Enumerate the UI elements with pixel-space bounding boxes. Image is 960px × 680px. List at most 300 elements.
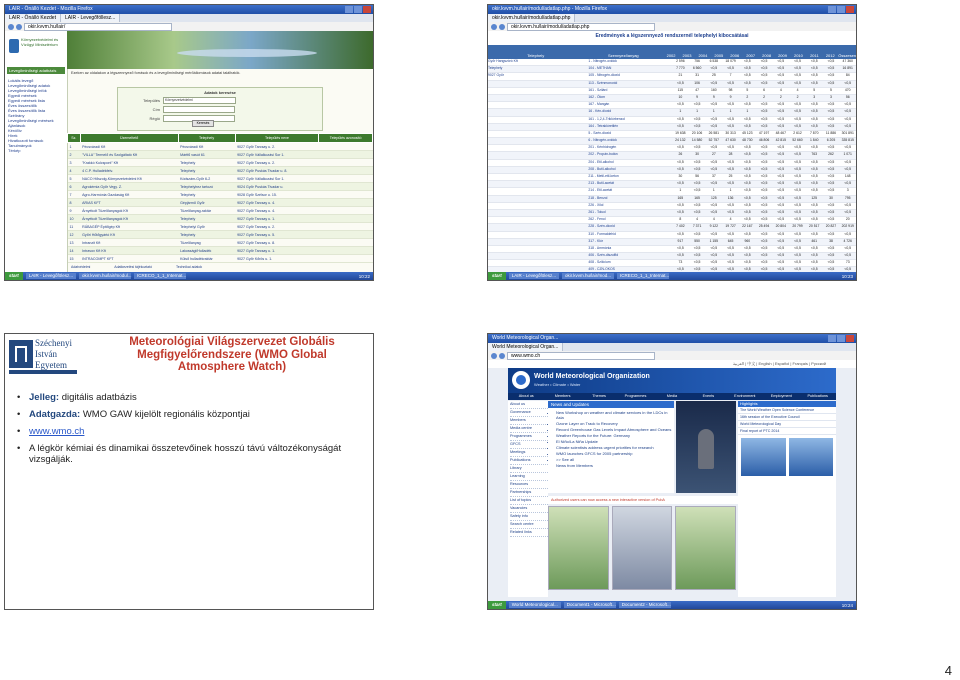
- bullet-item: [29, 392, 349, 403]
- table-cell: <0,5: [693, 116, 701, 121]
- table-cell[interactable]: 161 - Szilárd: [588, 87, 608, 92]
- table-cell[interactable]: 318 - Ammónia: [588, 245, 612, 250]
- university-logo: [7, 336, 79, 380]
- tree-item[interactable]: Lokális levegő: [8, 78, 34, 83]
- publication-notice[interactable]: Authorized users can now access a new interactive version of PubA: [548, 496, 739, 504]
- side-menu-item[interactable]: Resources: [510, 481, 548, 489]
- slide-wmo-gaw: [4, 333, 374, 610]
- table-cell: <0,5: [827, 209, 835, 214]
- table-cell: 960: [744, 238, 751, 243]
- start-button[interactable]: start: [5, 272, 23, 280]
- table-cell: 1: [68, 143, 81, 151]
- url-input[interactable]: okir.kvvm.hu/lair/modul/adatlap.php: [507, 23, 655, 31]
- tree-item[interactable]: Éves összesítők lista: [8, 108, 46, 113]
- maximize-icon[interactable]: [354, 6, 362, 13]
- table-cell: <0,5: [794, 116, 801, 121]
- table-cell: <0,5: [827, 253, 835, 258]
- menu-item[interactable]: Events: [702, 394, 715, 398]
- table-cell: <0,5: [760, 188, 768, 193]
- news-item[interactable]: • Weather Reports for the Future: Germany: [556, 433, 674, 438]
- navigation-tree: [5, 76, 67, 155]
- side-menu-item[interactable]: Partnerships: [510, 489, 548, 497]
- table-cell[interactable]: 164 - Tetraklóretilén: [588, 123, 619, 128]
- minimize-icon[interactable]: [828, 335, 836, 342]
- table-cell: <0,5: [810, 181, 818, 186]
- column-header: 2005: [714, 53, 724, 58]
- table-cell: Győr Hangszóró Kft: [488, 59, 518, 63]
- side-menu-item[interactable]: Search centre: [510, 521, 548, 529]
- table-cell: <0,5: [710, 116, 718, 121]
- wmo-header: [508, 368, 836, 393]
- table-row[interactable]: [68, 231, 373, 239]
- column-header[interactable]: Üzemeltető: [80, 134, 178, 143]
- table-cell: <0,5: [760, 102, 768, 107]
- table-row[interactable]: [68, 183, 373, 191]
- table-cell: Intranzit Kft: [80, 239, 178, 247]
- browser-tab[interactable]: LAIR - Önálló Kezdet: [5, 14, 61, 22]
- column-header: 2002: [666, 53, 676, 58]
- table-cell: 30: [678, 174, 683, 178]
- university-name-line: István: [35, 349, 57, 359]
- table-cell: Pécsváradi Kft: [178, 143, 235, 151]
- taskbar-item[interactable]: okir.kvvm.hu/lair/mod...: [562, 273, 614, 279]
- table-cell: [319, 167, 373, 175]
- table-cell: <0,5: [743, 188, 751, 193]
- table-cell[interactable]: 5 - Szén-dioxid: [588, 130, 611, 135]
- side-menu-item[interactable]: Governance: [510, 409, 548, 417]
- table-cell: 1 071: [843, 152, 852, 157]
- table-row[interactable]: [68, 239, 373, 247]
- side-menu-item[interactable]: Media centre: [510, 425, 548, 433]
- university-name: [35, 338, 72, 371]
- back-arrow-icon[interactable]: [8, 24, 14, 30]
- table-cell: 3: [68, 159, 81, 167]
- table-cell[interactable]: 228 - Szén-dioxid: [588, 224, 615, 229]
- column-header[interactable]: Település neve: [235, 134, 319, 143]
- tree-item[interactable]: Egyedi mérések lista: [8, 98, 45, 103]
- table-cell: 6 205: [826, 138, 836, 143]
- window-buttons: [828, 6, 854, 13]
- table-cell: [488, 210, 588, 216]
- publication-cover-image[interactable]: [612, 506, 673, 590]
- side-menu-item[interactable]: GFCS: [510, 441, 548, 449]
- table-cell: Telephely: [178, 167, 235, 175]
- table-row[interactable]: [68, 247, 373, 255]
- table-cell[interactable]: 204 - Etil-alkohol: [588, 159, 614, 164]
- table-cell: Telephely: [178, 215, 235, 223]
- window-title: LAIR - Önálló Kezdet - Mozilla Firefox: [9, 6, 93, 12]
- side-menu-item[interactable]: Safety info: [510, 513, 548, 521]
- table-cell: <0,5: [743, 267, 751, 272]
- table-cell: 6: [68, 183, 81, 191]
- table-cell: <0,5: [844, 181, 852, 186]
- taskbar-item[interactable]: ICRECO_1_1_Internat...: [617, 273, 669, 279]
- table-cell: 20: [845, 217, 850, 222]
- menu-item[interactable]: Environment: [734, 394, 756, 398]
- news-item[interactable]: • WMO launches GFCS for 2005 partnership: [556, 451, 674, 456]
- table-cell[interactable]: 262 - Fenol: [588, 217, 606, 222]
- table-cell: 19 727: [725, 224, 736, 229]
- close-icon[interactable]: [363, 6, 371, 13]
- minimize-icon[interactable]: [345, 6, 353, 13]
- tree-item[interactable]: Hivatkozott források: [8, 138, 44, 143]
- maximize-icon[interactable]: [837, 335, 845, 342]
- table-cell: <0,5: [810, 267, 818, 272]
- table-cell: <0,5: [677, 181, 684, 186]
- table-cell: <0,5: [777, 238, 785, 243]
- back-arrow-icon[interactable]: [491, 24, 497, 30]
- table-cell: <0,5: [727, 253, 734, 258]
- table-cell: <0,5: [743, 217, 751, 222]
- table-cell: <0,5: [677, 231, 684, 236]
- side-menu-item[interactable]: Members: [510, 417, 548, 425]
- table-cell: <0,5: [760, 66, 768, 71]
- news-item[interactable]: • >> See all: [556, 457, 674, 462]
- tree-item[interactable]: Tanulmányok: [8, 143, 32, 148]
- table-cell: 917: [677, 238, 684, 243]
- taskbar-item[interactable]: Document2 - Microsoft...: [619, 602, 671, 608]
- table-cell: 37: [711, 174, 716, 178]
- org-name: World Meteorological Organization: [534, 373, 650, 380]
- table-row[interactable]: [68, 223, 373, 231]
- table-cell: Árnyékolt Tüzelőanyagok Kft: [80, 215, 178, 223]
- table-cell: <0,5: [827, 66, 835, 71]
- table-cell: 1 155: [709, 238, 719, 243]
- table-cell: 7 770: [676, 66, 685, 71]
- tree-item[interactable]: Levegőminőségi infók: [8, 88, 47, 93]
- feature-photo: [676, 401, 736, 493]
- highlight-item[interactable]: Final report of PTC 2014: [738, 428, 836, 435]
- table-cell[interactable]: 6 - Nitrogén-oxidok: [588, 138, 618, 143]
- table-cell[interactable]: 104 - METHAN: [588, 66, 612, 71]
- table-cell: <0,5: [794, 260, 801, 265]
- table-cell: <0,5: [810, 116, 818, 121]
- side-menu-item[interactable]: Programmes: [510, 433, 548, 441]
- table-cell: <0,5: [743, 116, 751, 121]
- table-cell[interactable]: 211 - Metil-etil-keton: [588, 174, 619, 178]
- table-cell: <0,5: [677, 102, 684, 107]
- taskbar-item[interactable]: okir.kvvm.hu/lair/modul...: [79, 273, 131, 279]
- table-row[interactable]: [68, 191, 373, 199]
- side-menu-item[interactable]: Related links: [510, 529, 548, 537]
- side-menu-item[interactable]: About us: [510, 401, 548, 409]
- table-cell: 30: [829, 195, 833, 200]
- table-cell: <0,5: [727, 159, 734, 164]
- side-menu-item[interactable]: List of topics: [510, 497, 548, 505]
- close-icon[interactable]: [846, 335, 854, 342]
- table-cell[interactable]: 208 - Butil-alkohol: [588, 166, 616, 171]
- table-cell[interactable]: 310 - Formaldehid: [588, 231, 616, 236]
- table-cell: 4: [796, 87, 799, 92]
- table-row[interactable]: [68, 175, 373, 183]
- table-cell[interactable]: 406 - Szén-diszulfid: [588, 253, 619, 258]
- taskbar-clock: 10:22: [358, 273, 370, 279]
- table-cell[interactable]: 201 - Kénhidrogén: [588, 145, 617, 150]
- table-cell: 9: [729, 94, 732, 99]
- table-cell: 9027 Győr Tarcsay u. 1.: [235, 215, 319, 223]
- thumbnail-image[interactable]: [741, 438, 786, 476]
- table-cell: <0,5: [760, 116, 768, 121]
- table-cell: [319, 183, 373, 191]
- news-list: [548, 408, 674, 462]
- menu-item[interactable]: Media: [666, 394, 678, 398]
- table-cell: <0,5: [710, 231, 718, 236]
- table-cell: 27: [711, 152, 716, 157]
- slide-wmo-website: [487, 333, 857, 610]
- table-cell[interactable]: 162 - Ólom: [588, 94, 606, 99]
- table-cell[interactable]: 408 - Szilícium: [588, 260, 611, 265]
- table-row[interactable]: [68, 159, 373, 167]
- university-name-line: Egyetem: [35, 360, 67, 370]
- search-button[interactable]: Keresés: [192, 120, 214, 127]
- url-input[interactable]: okir.kvvm.hu/lair/: [24, 23, 172, 31]
- wmo-emblem-icon: [512, 371, 530, 389]
- table-cell: <0,5: [710, 166, 718, 171]
- table-cell: <0,5: [827, 181, 835, 186]
- table-cell[interactable]: 202 - Propán-bután: [588, 152, 618, 157]
- table-cell: <0,5: [727, 245, 734, 250]
- side-menu-item[interactable]: Meetings: [510, 449, 548, 457]
- table-cell: <0,5: [777, 245, 785, 250]
- news-more-link[interactable]: News from Members: [556, 463, 593, 468]
- table-cell[interactable]: 16 - Kén-dioxid: [588, 109, 612, 114]
- table-cell: <0,5: [827, 102, 835, 107]
- table-cell: <0,5: [760, 109, 768, 114]
- table-cell: <0,5: [710, 145, 718, 150]
- table-cell: <0,5: [827, 188, 835, 193]
- table-cell: <0,5: [777, 159, 785, 164]
- close-icon[interactable]: [846, 6, 854, 13]
- table-cell[interactable]: 214 - Etil-acetát: [588, 188, 613, 193]
- forward-arrow-icon[interactable]: [16, 24, 22, 30]
- table-cell: 9027 Győr Tarcsay u. 2.: [235, 223, 319, 231]
- taskbar-item[interactable]: LAIR - Levegőfölesz...: [509, 273, 559, 279]
- bullet-item: [29, 426, 349, 437]
- table-cell: 125: [811, 195, 818, 200]
- table-row[interactable]: [68, 215, 373, 223]
- table-cell: 1: [712, 109, 715, 114]
- table-cell: <0,5: [760, 80, 768, 85]
- table-cell: <0,5: [760, 267, 768, 272]
- table-row[interactable]: [68, 199, 373, 207]
- ministry-logo: [9, 37, 63, 63]
- table-cell[interactable]: 226 - Xilol: [588, 202, 604, 207]
- highlight-item[interactable]: The World Weather Open Science Conference: [738, 407, 836, 414]
- wmo-link[interactable]: www.wmo.ch: [29, 426, 85, 437]
- table-cell: 9027 Győr Tarcsay u. 5.: [235, 231, 319, 239]
- footer-link[interactable]: Adatkezelési tájékoztató: [114, 265, 153, 269]
- table-cell: <0,5: [844, 209, 852, 214]
- table-cell: <0,5: [777, 195, 785, 200]
- table-row[interactable]: [68, 151, 373, 159]
- table-row[interactable]: [68, 143, 373, 151]
- footer-link[interactable]: Technikai adatok: [176, 265, 203, 269]
- browser-tab[interactable]: LAIR - Levegőföllesz...: [61, 14, 120, 22]
- menu-item[interactable]: Themes: [592, 394, 606, 398]
- table-cell: <0,5: [743, 80, 751, 85]
- table-cell: <0,5: [760, 174, 768, 178]
- table-cell: <0,5: [810, 253, 818, 258]
- table-cell: 763: [811, 152, 818, 157]
- side-menu-item[interactable]: Publications: [510, 457, 548, 465]
- table-cell[interactable]: 261 - Toluol: [588, 209, 606, 214]
- table-cell: <0,5: [844, 145, 852, 150]
- url-input[interactable]: www.wmo.ch: [507, 352, 655, 360]
- back-arrow-icon[interactable]: [491, 353, 497, 359]
- table-cell[interactable]: 113 - Szénmonoxid: [588, 80, 618, 85]
- tree-item[interactable]: Térkép: [8, 148, 21, 153]
- highlight-item[interactable]: World Meteorological Day: [738, 421, 836, 428]
- browser-tab[interactable]: World Meteorological Organ...: [488, 343, 563, 351]
- table-cell: [319, 191, 373, 199]
- column-header[interactable]: Település azonosító: [319, 134, 373, 143]
- forward-arrow-icon[interactable]: [499, 24, 505, 30]
- table-cell: 25: [711, 73, 716, 78]
- table-cell: 48 467: [775, 130, 786, 135]
- table-cell: 16 891: [842, 66, 853, 71]
- table-cell: Telephely: [178, 231, 235, 239]
- table-cell: 38: [829, 238, 833, 243]
- table-row: [488, 152, 856, 159]
- address-select[interactable]: [163, 106, 235, 113]
- publication-cover-image[interactable]: [548, 506, 609, 590]
- minimize-icon[interactable]: [828, 6, 836, 13]
- table-cell: 4: [779, 87, 782, 92]
- table-row[interactable]: [68, 167, 373, 175]
- table-cell: 8: [679, 217, 682, 222]
- column-header: 2009: [778, 53, 787, 58]
- table-cell[interactable]: 409 - CZN-OKOS: [588, 267, 615, 272]
- start-button[interactable]: start: [488, 601, 506, 609]
- table-cell: 1: [679, 109, 682, 114]
- publication-cover-image[interactable]: [675, 506, 736, 590]
- tree-item[interactable]: Ajánlások: [8, 123, 26, 128]
- table-cell: 9027 Győr Tarcsay u. 1.: [235, 247, 319, 255]
- tree-item[interactable]: Éves összesítők: [8, 103, 37, 108]
- table-cell: <0,5: [794, 253, 801, 258]
- table-cell: Lakossági/Hulladék: [178, 247, 235, 255]
- river-image: [177, 49, 317, 57]
- news-item[interactable]: • Ozone Layer on Track to Recovery: [556, 421, 674, 426]
- taskbar-item[interactable]: ICRECO_1_1_Internat...: [134, 273, 186, 279]
- table-cell: 160: [711, 87, 717, 92]
- taskbar-item[interactable]: World Meteorological...: [509, 602, 561, 608]
- table-cell: 1 840: [809, 138, 819, 143]
- tree-item[interactable]: Levegőminőségi mérések: [8, 118, 54, 123]
- highlight-item[interactable]: 16th session of the Executive Council: [738, 414, 836, 421]
- table-cell: Tüzelőanyag-raktár: [178, 207, 235, 215]
- table-cell: 9027 Győr Vállalkozási Sor 1.: [235, 151, 319, 159]
- table-cell: <0,5: [760, 238, 768, 243]
- news-item[interactable]: • Climate scientists address urgent priorities for research: [556, 445, 674, 450]
- maximize-icon[interactable]: [837, 6, 845, 13]
- table-cell[interactable]: 213 - Butil-acetát: [588, 181, 614, 186]
- side-menu-item[interactable]: Vacancies: [510, 505, 548, 513]
- table-cell: <0,5: [794, 102, 801, 107]
- table-row[interactable]: [68, 207, 373, 215]
- publication-thumbnails: [548, 506, 736, 590]
- table-cell: <0,5: [693, 188, 701, 193]
- table-cell: <0,5: [710, 253, 718, 258]
- tree-item[interactable]: Szélirány: [8, 113, 25, 118]
- tree-item[interactable]: Kérdőív: [8, 128, 22, 133]
- table-cell: 14 580: [691, 138, 703, 143]
- table-cell: <0,5: [743, 209, 751, 214]
- taskbar-clock: 10:23: [841, 273, 853, 279]
- table-cell: <0,5: [810, 231, 818, 236]
- bullet-item: [29, 409, 349, 420]
- side-menu-item[interactable]: Library: [510, 465, 548, 473]
- table-cell: <0,5: [794, 217, 801, 222]
- side-menu-item[interactable]: Learning: [510, 473, 548, 481]
- settlement-input[interactable]: Környezetvédelmi: [163, 97, 236, 104]
- menu-item[interactable]: Employment: [770, 394, 792, 398]
- table-row[interactable]: [68, 255, 373, 263]
- footer-link[interactable]: Adatvédelmi: [71, 265, 91, 269]
- taskbar-item[interactable]: LAIR - Levegőfölesz...: [26, 273, 76, 279]
- table-cell: 9027 Győr Tarcsay u. 2.: [235, 143, 319, 151]
- forward-arrow-icon[interactable]: [499, 353, 505, 359]
- table-row: [488, 246, 856, 253]
- thumbnail-image[interactable]: [789, 438, 834, 476]
- table-cell[interactable]: 317 - Klór: [588, 238, 604, 243]
- tree-item[interactable]: Levegőminőségi adatok: [8, 83, 51, 88]
- menu-item[interactable]: About us: [518, 394, 534, 398]
- menu-item[interactable]: Members: [554, 394, 571, 398]
- start-button[interactable]: start: [488, 272, 506, 280]
- browser-tab[interactable]: okir.kvvm.hu/lair/modul/adatlap.php: [488, 14, 575, 22]
- news-item[interactable]: • El Niño/La Niña Update: [556, 439, 674, 444]
- table-cell: 1: [746, 109, 749, 114]
- language-bar[interactable]: العربية | 中文 | English | Español | Français | Русский: [488, 360, 856, 368]
- news-item[interactable]: • New Workshop on weather and climate services in the LDCs in Asia: [556, 410, 674, 420]
- table-cell: <0,5: [827, 116, 835, 121]
- table-cell: [488, 203, 588, 209]
- table-cell: <0,5: [693, 267, 701, 272]
- table-cell: 15: [68, 255, 81, 263]
- table-cell[interactable]: 1 - Nitrogén-oxidok: [588, 59, 618, 63]
- news-item[interactable]: • Record Greenhouse Gas Levels Impact Atmosphere and Oceans: [556, 427, 674, 432]
- tree-item[interactable]: Hírek: [8, 133, 18, 138]
- column-header: Összesen: [838, 53, 857, 58]
- table-cell: 1: [696, 109, 699, 114]
- ministry-emblem-icon: [9, 39, 19, 53]
- menu-item[interactable]: Programmes: [624, 394, 647, 398]
- table-cell: <0,5: [777, 267, 785, 272]
- table-cell: "VILLA" Termelő és Szolgáltató Kft: [80, 151, 178, 159]
- table-cell[interactable]: 105 - Nitrogén-dioxid: [588, 73, 620, 78]
- table-cell: <0,5: [760, 123, 768, 128]
- table-cell: <0,5: [743, 174, 751, 178]
- university-emblem-icon: [9, 340, 33, 368]
- column-header[interactable]: Sz.: [68, 134, 81, 143]
- table-cell[interactable]: 167 - Mangán: [588, 102, 610, 107]
- table-cell: <0,5: [777, 181, 785, 186]
- taskbar-item[interactable]: Document1 - Microsoft...: [564, 602, 616, 608]
- table-cell: <0,5: [743, 102, 751, 107]
- table-cell[interactable]: 218 - Benzol: [588, 195, 608, 200]
- menu-item[interactable]: Publications: [807, 394, 828, 398]
- tree-item[interactable]: Egyedi mérések: [8, 93, 37, 98]
- table-cell: 28: [728, 152, 733, 157]
- table-cell: <0,5: [693, 166, 701, 171]
- table-cell: 73: [845, 260, 850, 265]
- column-header[interactable]: Telephely: [178, 134, 235, 143]
- table-cell: <0,5: [693, 145, 701, 150]
- table-cell[interactable]: 161 - 1,2,4-Triklórbenzol: [588, 116, 625, 121]
- table-cell: <0,5: [677, 166, 684, 171]
- table-cell: 5: [813, 87, 816, 92]
